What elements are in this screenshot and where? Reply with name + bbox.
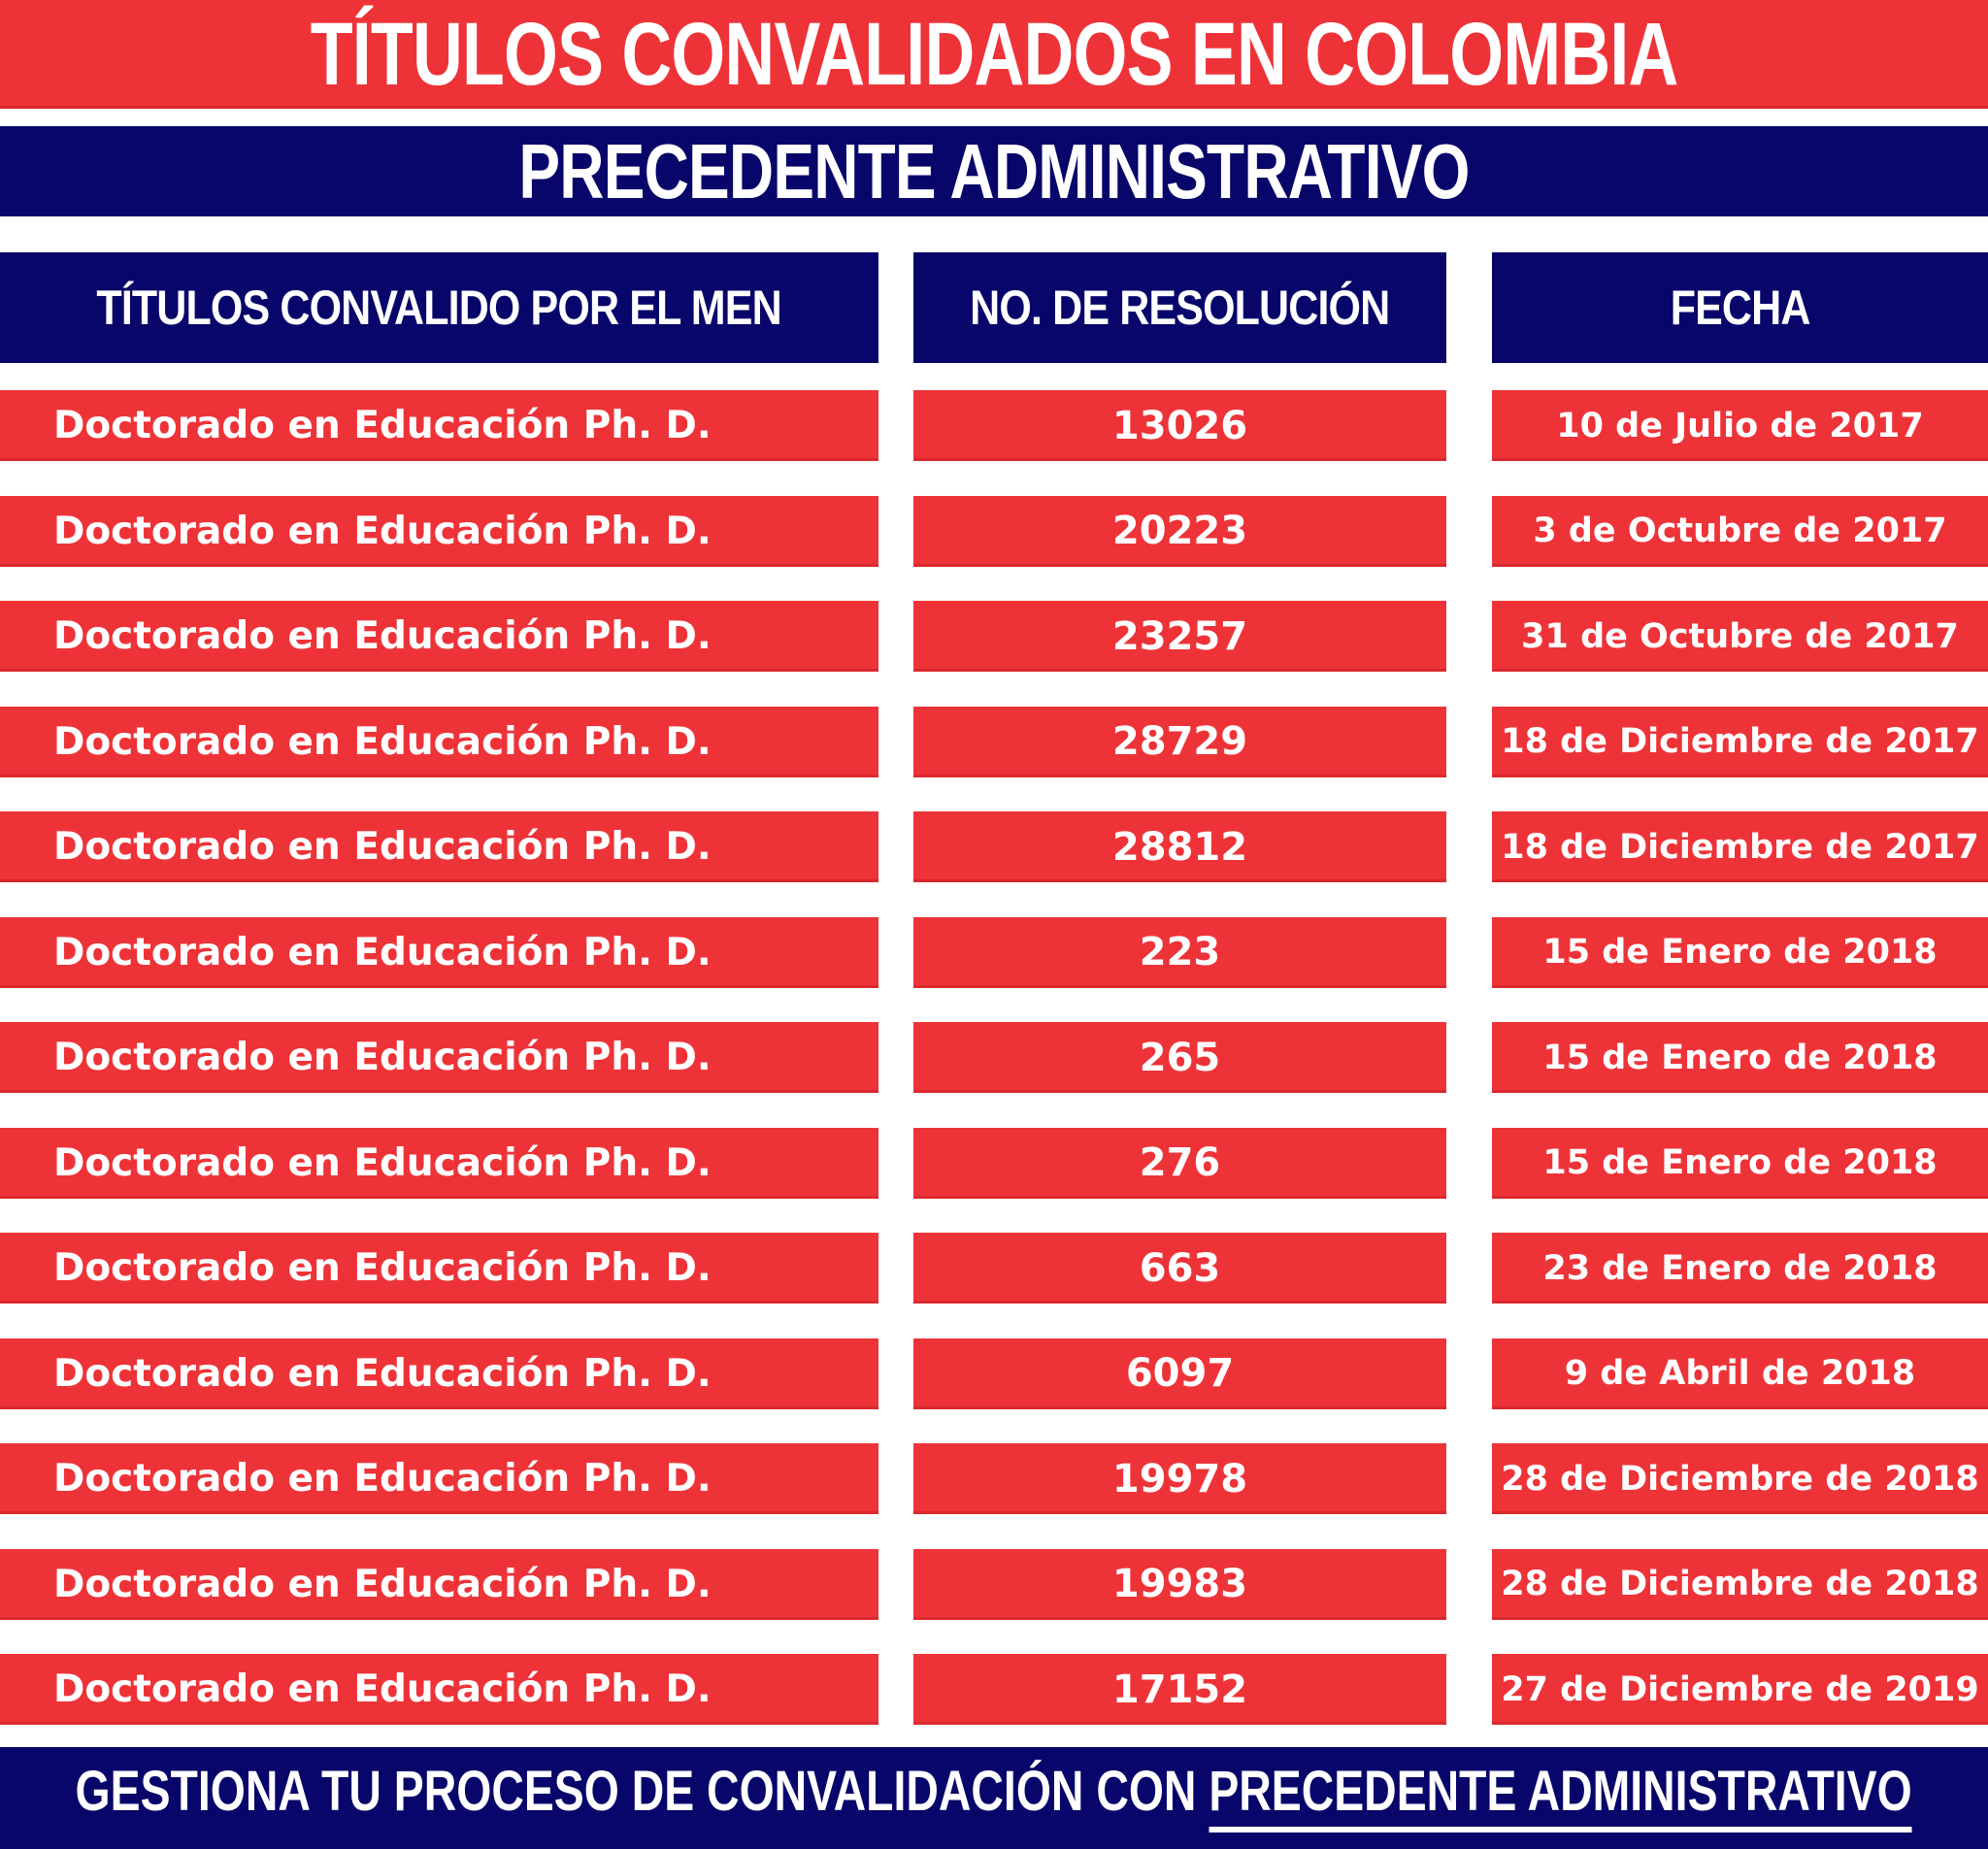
cell-resolution: 223	[913, 917, 1446, 988]
cell-date: 28 de Diciembre de 2018	[1492, 1443, 1988, 1514]
cell-resolution: 663	[913, 1233, 1446, 1304]
cell-date: 15 de Enero de 2018	[1492, 917, 1988, 988]
footer-banner	[0, 1747, 1988, 1849]
cell-date: 18 de Diciembre de 2017	[1492, 707, 1988, 777]
column-header-resolucion-label: NO. DE RESOLUCIÓN	[970, 281, 1390, 335]
table-row	[0, 496, 1988, 567]
cell-title: Doctorado en Educación Ph. D.	[0, 1128, 878, 1199]
table-row	[0, 917, 1988, 988]
cell-date: 9 de Abril de 2018	[1492, 1338, 1988, 1409]
cell-title: Doctorado en Educación Ph. D.	[0, 1233, 878, 1304]
cell-title: Doctorado en Educación Ph. D.	[0, 1338, 878, 1409]
cell-resolution: 19978	[913, 1443, 1446, 1514]
cell-resolution: 19983	[913, 1549, 1446, 1620]
column-header-titulos-label: TÍTULOS CONVALIDO POR EL MEN	[96, 281, 782, 335]
subtitle-text: PRECEDENTE ADMINISTRATIVO	[518, 127, 1470, 215]
table-header-row	[0, 252, 1988, 363]
cell-date: 27 de Diciembre de 2019	[1492, 1654, 1988, 1725]
cell-title: Doctorado en Educación Ph. D.	[0, 390, 878, 461]
cell-date: 31 de Octubre de 2017	[1492, 601, 1988, 672]
table-row	[0, 707, 1988, 777]
column-header-fecha-label: FECHA	[1670, 281, 1810, 335]
column-header-titulos	[0, 252, 878, 363]
cell-resolution: 6097	[913, 1338, 1446, 1409]
cell-resolution: 23257	[913, 601, 1446, 672]
column-header-resolucion	[913, 252, 1446, 363]
cell-resolution: 265	[913, 1022, 1446, 1093]
table-row	[0, 811, 1988, 882]
cell-date: 15 de Enero de 2018	[1492, 1128, 1988, 1199]
footer-text	[75, 1760, 1913, 1832]
table-row	[0, 1338, 1988, 1409]
table-row	[0, 1233, 1988, 1304]
cell-date: 23 de Enero de 2018	[1492, 1233, 1988, 1304]
cell-date: 28 de Diciembre de 2018	[1492, 1549, 1988, 1620]
cell-title: Doctorado en Educación Ph. D.	[0, 707, 878, 777]
cell-title: Doctorado en Educación Ph. D.	[0, 1654, 878, 1725]
table-row	[0, 1128, 1988, 1199]
cell-title: Doctorado en Educación Ph. D.	[0, 811, 878, 882]
table-row	[0, 601, 1988, 672]
table-body	[0, 390, 1988, 1725]
cell-date: 18 de Diciembre de 2017	[1492, 811, 1988, 882]
cell-title: Doctorado en Educación Ph. D.	[0, 496, 878, 567]
cell-title: Doctorado en Educación Ph. D.	[0, 601, 878, 672]
cell-resolution: 17152	[913, 1654, 1446, 1725]
cell-date: 10 de Julio de 2017	[1492, 390, 1988, 461]
cell-resolution: 20223	[913, 496, 1446, 567]
cell-resolution: 28729	[913, 707, 1446, 777]
cell-date: 3 de Octubre de 2017	[1492, 496, 1988, 567]
cell-date: 15 de Enero de 2018	[1492, 1022, 1988, 1093]
cell-title: Doctorado en Educación Ph. D.	[0, 1443, 878, 1514]
table-row	[0, 390, 1988, 461]
table-row	[0, 1654, 1988, 1725]
page-title: TÍTULOS CONVALIDADOS EN COLOMBIA	[310, 5, 1678, 104]
cell-resolution: 28812	[913, 811, 1446, 882]
cell-resolution: 276	[913, 1128, 1446, 1199]
subtitle-banner	[0, 126, 1988, 216]
footer-link-text[interactable]: PRECEDENTE ADMINISTRATIVO	[1209, 1764, 1912, 1832]
footer-text-prefix: GESTIONA TU PROCESO DE CONVALIDACIÓN CON	[75, 1760, 1209, 1823]
table-row	[0, 1443, 1988, 1514]
table-row	[0, 1022, 1988, 1093]
cell-title: Doctorado en Educación Ph. D.	[0, 917, 878, 988]
cell-title: Doctorado en Educación Ph. D.	[0, 1549, 878, 1620]
cell-resolution: 13026	[913, 390, 1446, 461]
title-banner	[0, 0, 1988, 109]
table-row	[0, 1549, 1988, 1620]
cell-title: Doctorado en Educación Ph. D.	[0, 1022, 878, 1093]
column-header-fecha	[1492, 252, 1988, 363]
